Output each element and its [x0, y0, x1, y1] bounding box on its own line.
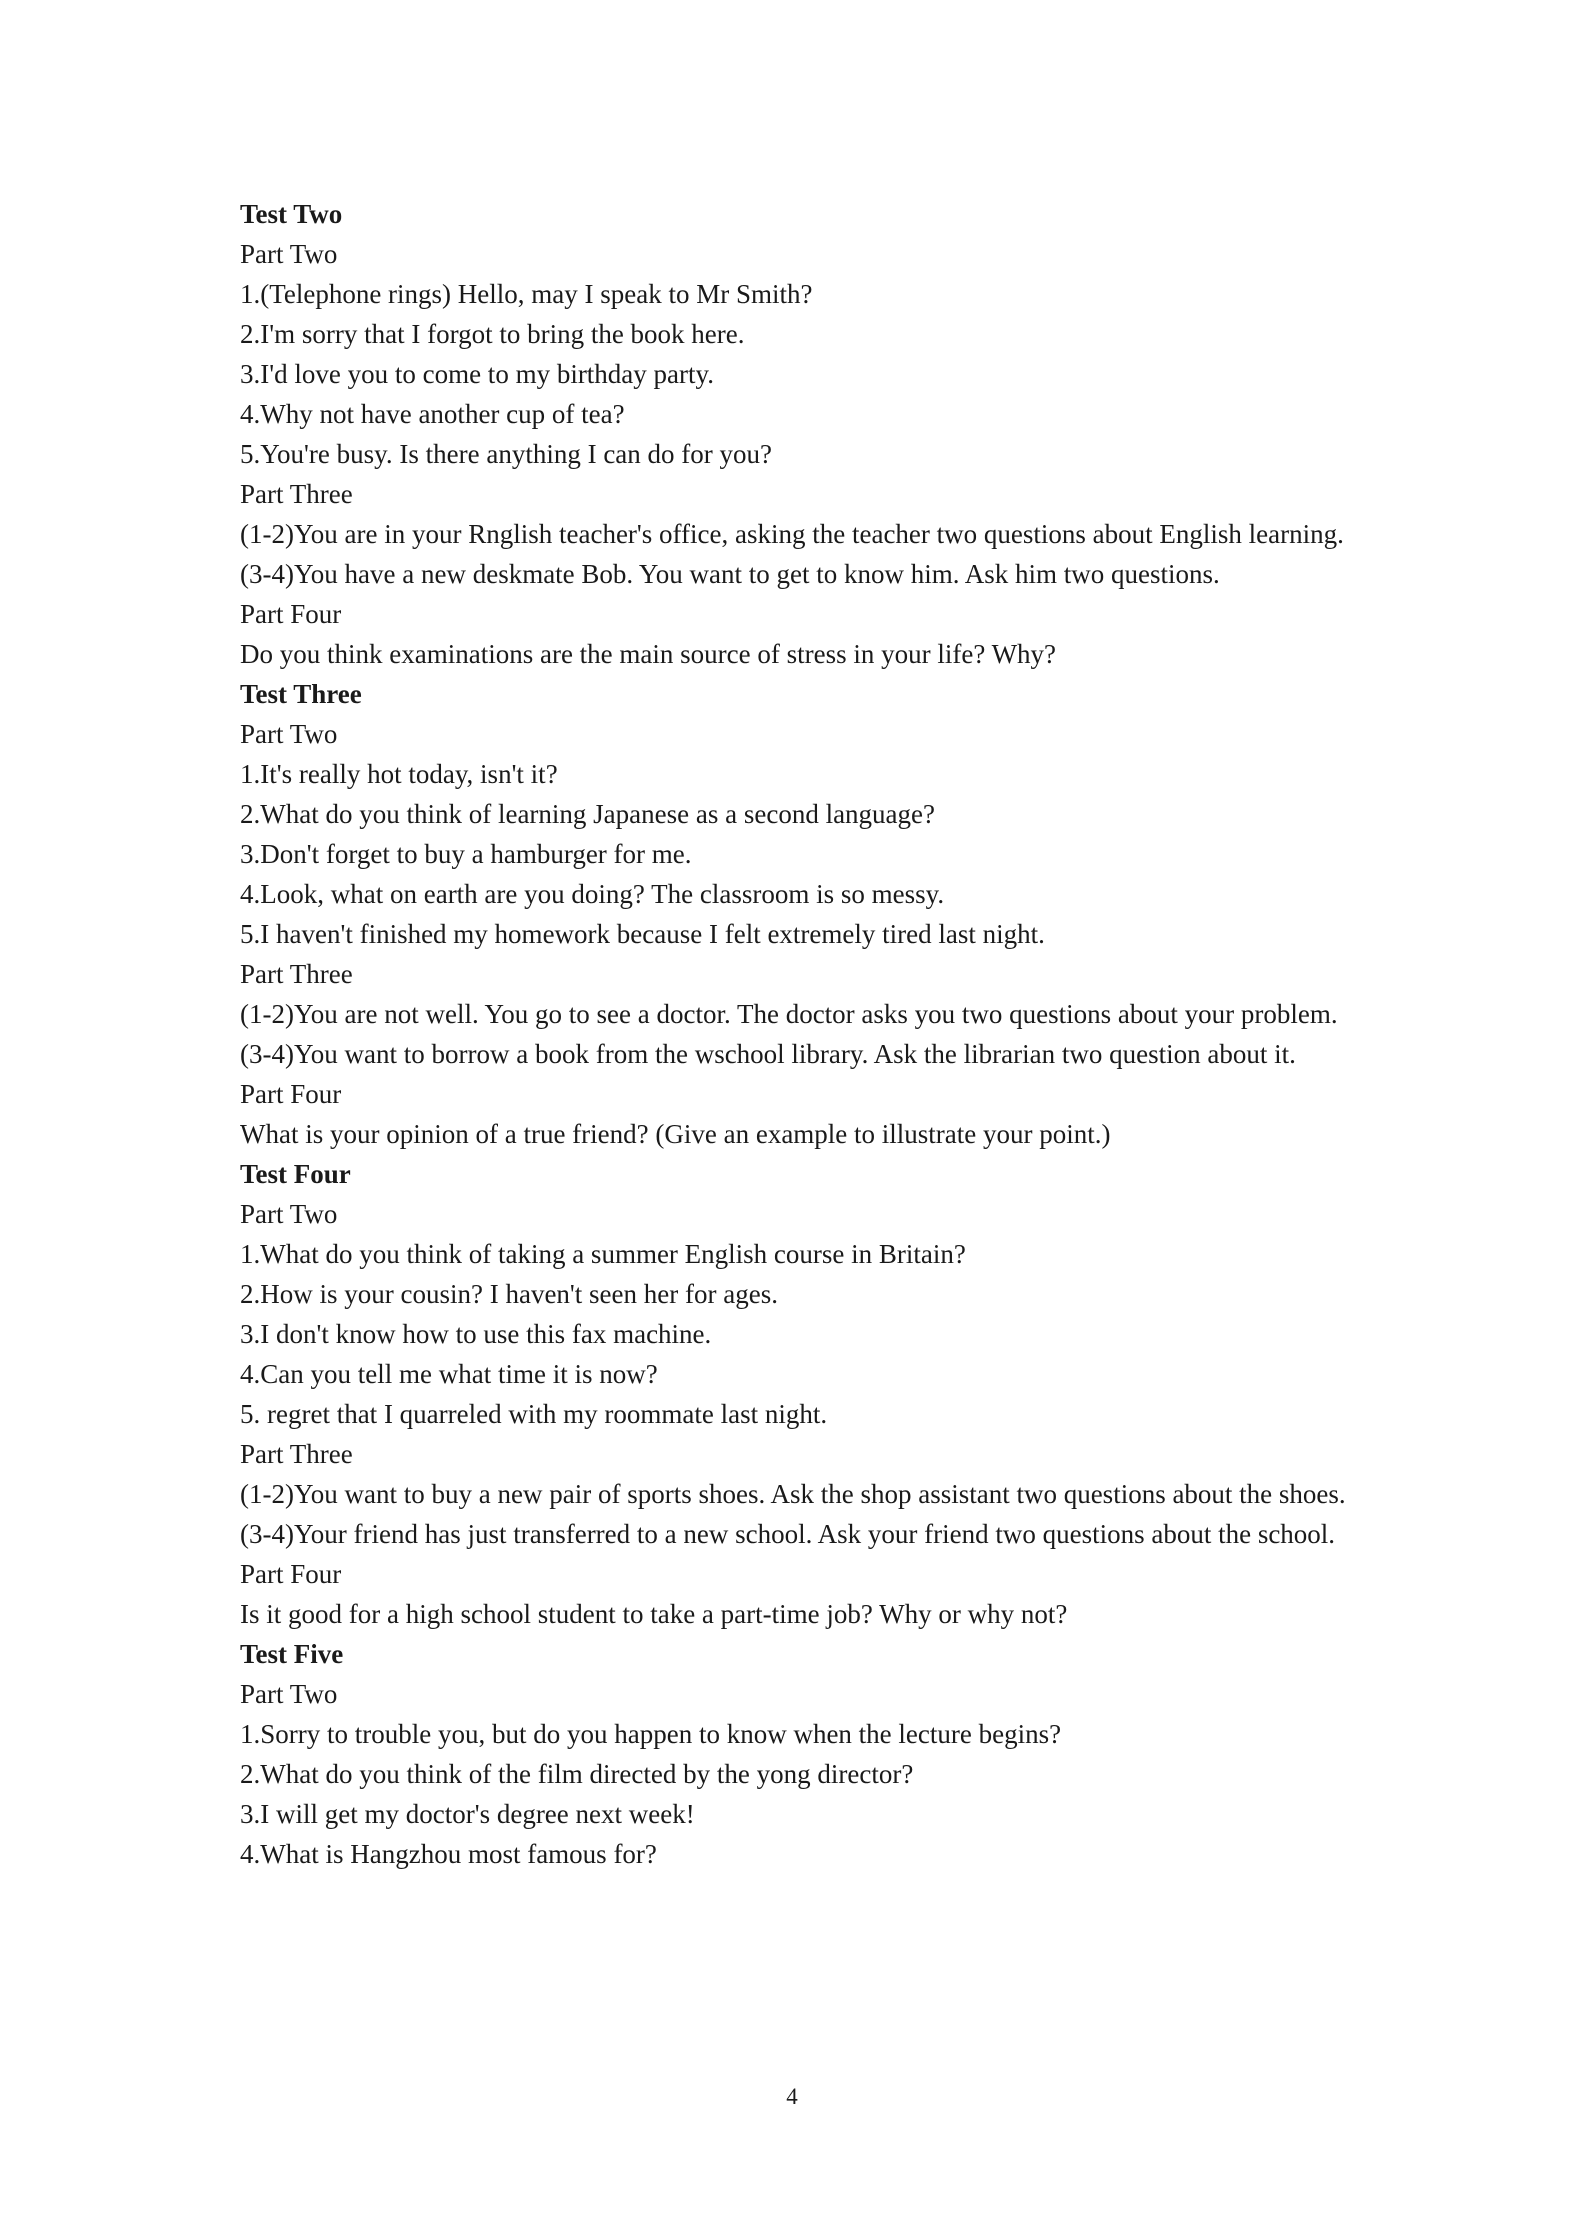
part-label: Part Two: [240, 239, 338, 269]
question-item: 1.Sorry to trouble you, but do you happen to know when the lecture begins?: [240, 1719, 1062, 1749]
question-item: 2.What do you think of learning Japanese as a second language?: [240, 799, 936, 829]
question-item: 3.I will get my doctor's degree next week!: [240, 1799, 695, 1829]
question-item: 5.I haven't finished my homework because I felt extremely tired last night.: [240, 919, 1045, 949]
question-item: 1.(Telephone rings) Hello, may I speak to Mr Smith?: [240, 279, 813, 309]
topic-item: What is your opinion of a true friend? (Give an example to illustrate your point.): [240, 1119, 1111, 1149]
part-label: Part Two: [240, 1679, 338, 1709]
question-item: 2.I'm sorry that I forgot to bring the book here.: [240, 319, 745, 349]
question-item: 1.It's really hot today, isn't it?: [240, 759, 558, 789]
part-label: Part Four: [240, 1559, 342, 1589]
question-item: 4.What is Hangzhou most famous for?: [240, 1839, 657, 1869]
document-body: [240, 194, 1348, 1874]
task-item: (3-4)Your friend has just transferred to a new school. Ask your friend two questions about the school.: [240, 1519, 1336, 1549]
question-item: 4.Can you tell me what time it is now?: [240, 1359, 658, 1389]
task-item: (3-4)You want to borrow a book from the wschool library. Ask the librarian two question about it.: [240, 1039, 1296, 1069]
part-label: Part Three: [240, 1439, 353, 1469]
part-label: Part Three: [240, 479, 353, 509]
question-item: 2.How is your cousin? I haven't seen her for ages.: [240, 1279, 778, 1309]
part-label: Part Two: [240, 719, 338, 749]
question-item: 1.What do you think of taking a summer English course in Britain?: [240, 1239, 966, 1269]
question-item: 5. regret that I quarreled with my roommate last night.: [240, 1399, 828, 1429]
test-heading: Test Five: [240, 1639, 344, 1669]
question-item: 4.Look, what on earth are you doing? The classroom is so messy.: [240, 879, 945, 909]
part-label: Part Four: [240, 1079, 342, 1109]
question-item: 3.I'd love you to come to my birthday party.: [240, 359, 715, 389]
task-item: (1-2)You want to buy a new pair of sports shoes. Ask the shop assistant two questions about the shoes.: [240, 1479, 1346, 1509]
task-item: (3-4)You have a new deskmate Bob. You want to get to know him. Ask him two questions.: [240, 559, 1220, 589]
question-item: 3.I don't know how to use this fax machine.: [240, 1319, 712, 1349]
question-item: 5.You're busy. Is there anything I can do for you?: [240, 439, 773, 469]
part-label: Part Four: [240, 599, 342, 629]
topic-item: Do you think examinations are the main source of stress in your life? Why?: [240, 639, 1057, 669]
page-number: 4: [786, 2084, 798, 2109]
part-label: Part Two: [240, 1199, 338, 1229]
question-item: 4.Why not have another cup of tea?: [240, 399, 625, 429]
task-item: (1-2)You are not well. You go to see a doctor. The doctor asks you two questions about your problem.: [240, 999, 1338, 1029]
task-item: (1-2)You are in your Rnglish teacher's office, asking the teacher two questions about English learning.: [240, 519, 1344, 549]
question-item: 3.Don't forget to buy a hamburger for me.: [240, 839, 692, 869]
test-heading: Test Three: [240, 679, 362, 709]
question-item: 2.What do you think of the film directed by the yong director?: [240, 1759, 914, 1789]
topic-item: Is it good for a high school student to take a part-time job? Why or why not?: [240, 1599, 1068, 1629]
test-heading: Test Four: [240, 1159, 351, 1189]
part-label: Part Three: [240, 959, 353, 989]
test-heading: Test Two: [240, 199, 343, 229]
